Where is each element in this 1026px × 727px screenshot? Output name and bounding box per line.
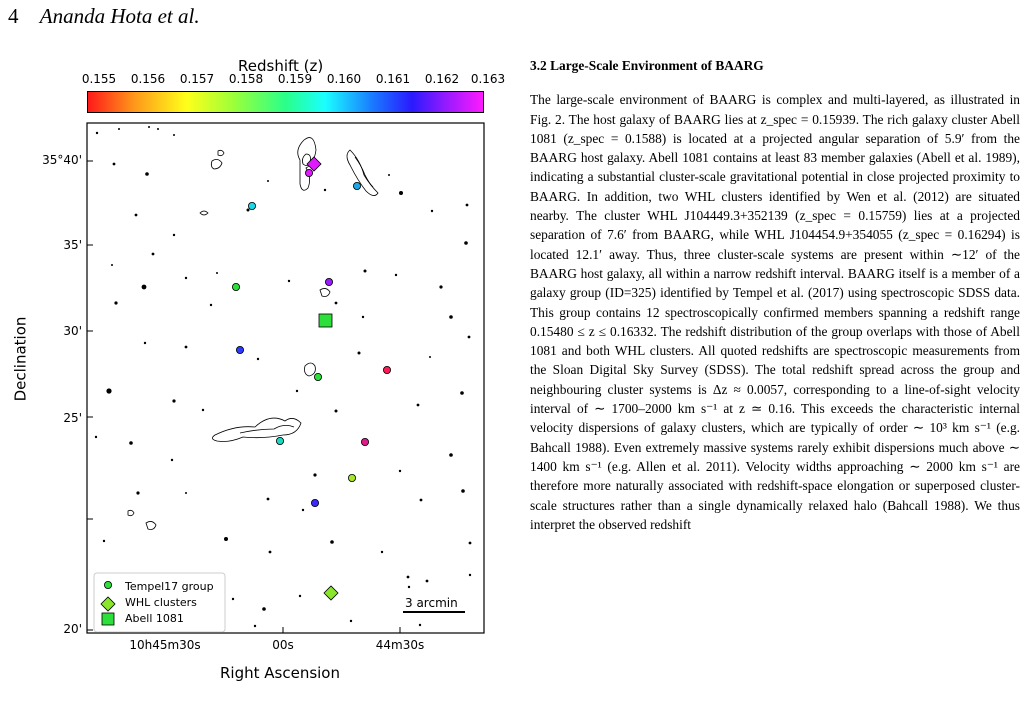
group-member <box>325 278 332 285</box>
y-tick: 20' <box>63 622 82 636</box>
y-tick: 30' <box>63 324 82 338</box>
legend-circle-icon <box>104 581 111 588</box>
legend-label: WHL clusters <box>125 596 197 609</box>
colorbar-tick: 0.160 <box>326 72 362 86</box>
group-member <box>361 438 368 445</box>
section-paragraph: The large-scale environment of BAARG is complex and multi-layered, as illustrated in Fig. 2. The host galaxy of BAARG lies at z_spec = 0.15939. The rich galaxy cluster Abell 1081 (z_spec = 0.1588) is located at a projected angular separation of 5.9′ from the BAARG host galaxy. Abell 1081 contains at least 83 member galaxies (Abell et al. 1989), indicating a substantial cluster-scale gravitational potential in close projected proximity to BAARG. In addition, two WHL clusters identified by Wen et al. (2012) are situated nearby. The cluster WHL J104449.3+352139 (z_spec = 0.15759) lies at a projected separation of 7.6′ from BAARG, while WHL J104454.9+354055 (z_spec = 0.16294) is located 12.1′ away. Thus, three cluster-scale systems are present within ∼12′ of the BAARG host galaxy, all within a narrow redshift interval. BAARG itself is a member of a galaxy group (ID=325) identified by Tempel et al. (2017) using spectroscopic SDSS data. This group contains 12 spectroscopically confirmed members spanning a redshift range 0.15480 ≤ z ≤ 0.16332. The redshift distribution of the group overlaps with those of Abell 1081 and both WHL clusters. All quoted redshifts are spectroscopic measurements from the Sloan Digital Sky Survey (SDSS). The total redshift spread across the group and neighbouring cluster systems is Δz ≈ 0.0057, corresponding to a line-of-sight velocity interval of ∼ 1700–2000 km s⁻¹ at z ≃ 0.16. This exceeds the characteristic internal velocity dispersions of galaxy clusters, which are typically of order ∼ 10³ km s⁻¹ (e.g. Bahcall 1988). Even extremely massive systems rarely exhibit dispersions much above ∼ 1400 km s⁻¹ (e.g. Allen et al. 2011). Velocity widths approaching ∼ 2000 km s⁻¹ are therefore more naturally associated with redshift-space elongation or superposed cluster-scale structures rather than a single dynamically relaxed halo (Bahcall 1988). We thus interpret the observed redshift <box>530 92 1020 532</box>
group-member <box>276 437 283 444</box>
y-tick: 35' <box>63 238 82 252</box>
section-heading: 3.2 Large-Scale Environment of BAARG <box>530 58 764 73</box>
scalebar-label: 3 arcmin <box>405 596 458 610</box>
group-member <box>236 346 243 353</box>
group-member <box>348 474 355 481</box>
page-header <box>8 4 200 29</box>
colorbar-tick: 0.162 <box>424 72 460 86</box>
y-tick: 35°40' <box>42 153 82 167</box>
group-member <box>353 182 360 189</box>
y-axis-label: Declination <box>11 316 30 402</box>
colorbar-tick: 0.159 <box>277 72 313 86</box>
section-body <box>530 56 1020 534</box>
group-member <box>311 499 318 506</box>
group-member <box>314 373 321 380</box>
x-tick: 00s <box>272 638 294 652</box>
colorbar-tick: 0.161 <box>375 72 411 86</box>
x-tick: 44m30s <box>375 638 425 652</box>
legend-square-icon <box>102 613 114 625</box>
group-member <box>305 169 312 176</box>
figure <box>0 55 506 727</box>
page-number: 4 <box>8 4 19 28</box>
legend-labels <box>125 579 214 627</box>
colorbar-title: Redshift (z) <box>238 57 324 75</box>
legend-label: Abell 1081 <box>125 612 184 625</box>
colorbar-tick: 0.155 <box>81 72 117 86</box>
group-member <box>383 366 390 373</box>
colorbar-tick: 0.156 <box>130 72 166 86</box>
colorbar-tick: 0.163 <box>470 72 506 86</box>
group-member <box>232 283 239 290</box>
group-member <box>248 202 255 209</box>
abell-1081-square <box>319 314 332 327</box>
colorbar-tick: 0.158 <box>228 72 264 86</box>
x-tick: 10h45m30s <box>129 638 201 652</box>
plot-frame <box>87 123 484 633</box>
running-authors: Ananda Hota et al. <box>39 4 200 28</box>
x-axis-label: Right Ascension <box>220 664 340 682</box>
colorbar-tick: 0.157 <box>179 72 215 86</box>
y-tick: 25' <box>63 411 82 425</box>
legend-label: Tempel17 group <box>125 580 214 593</box>
